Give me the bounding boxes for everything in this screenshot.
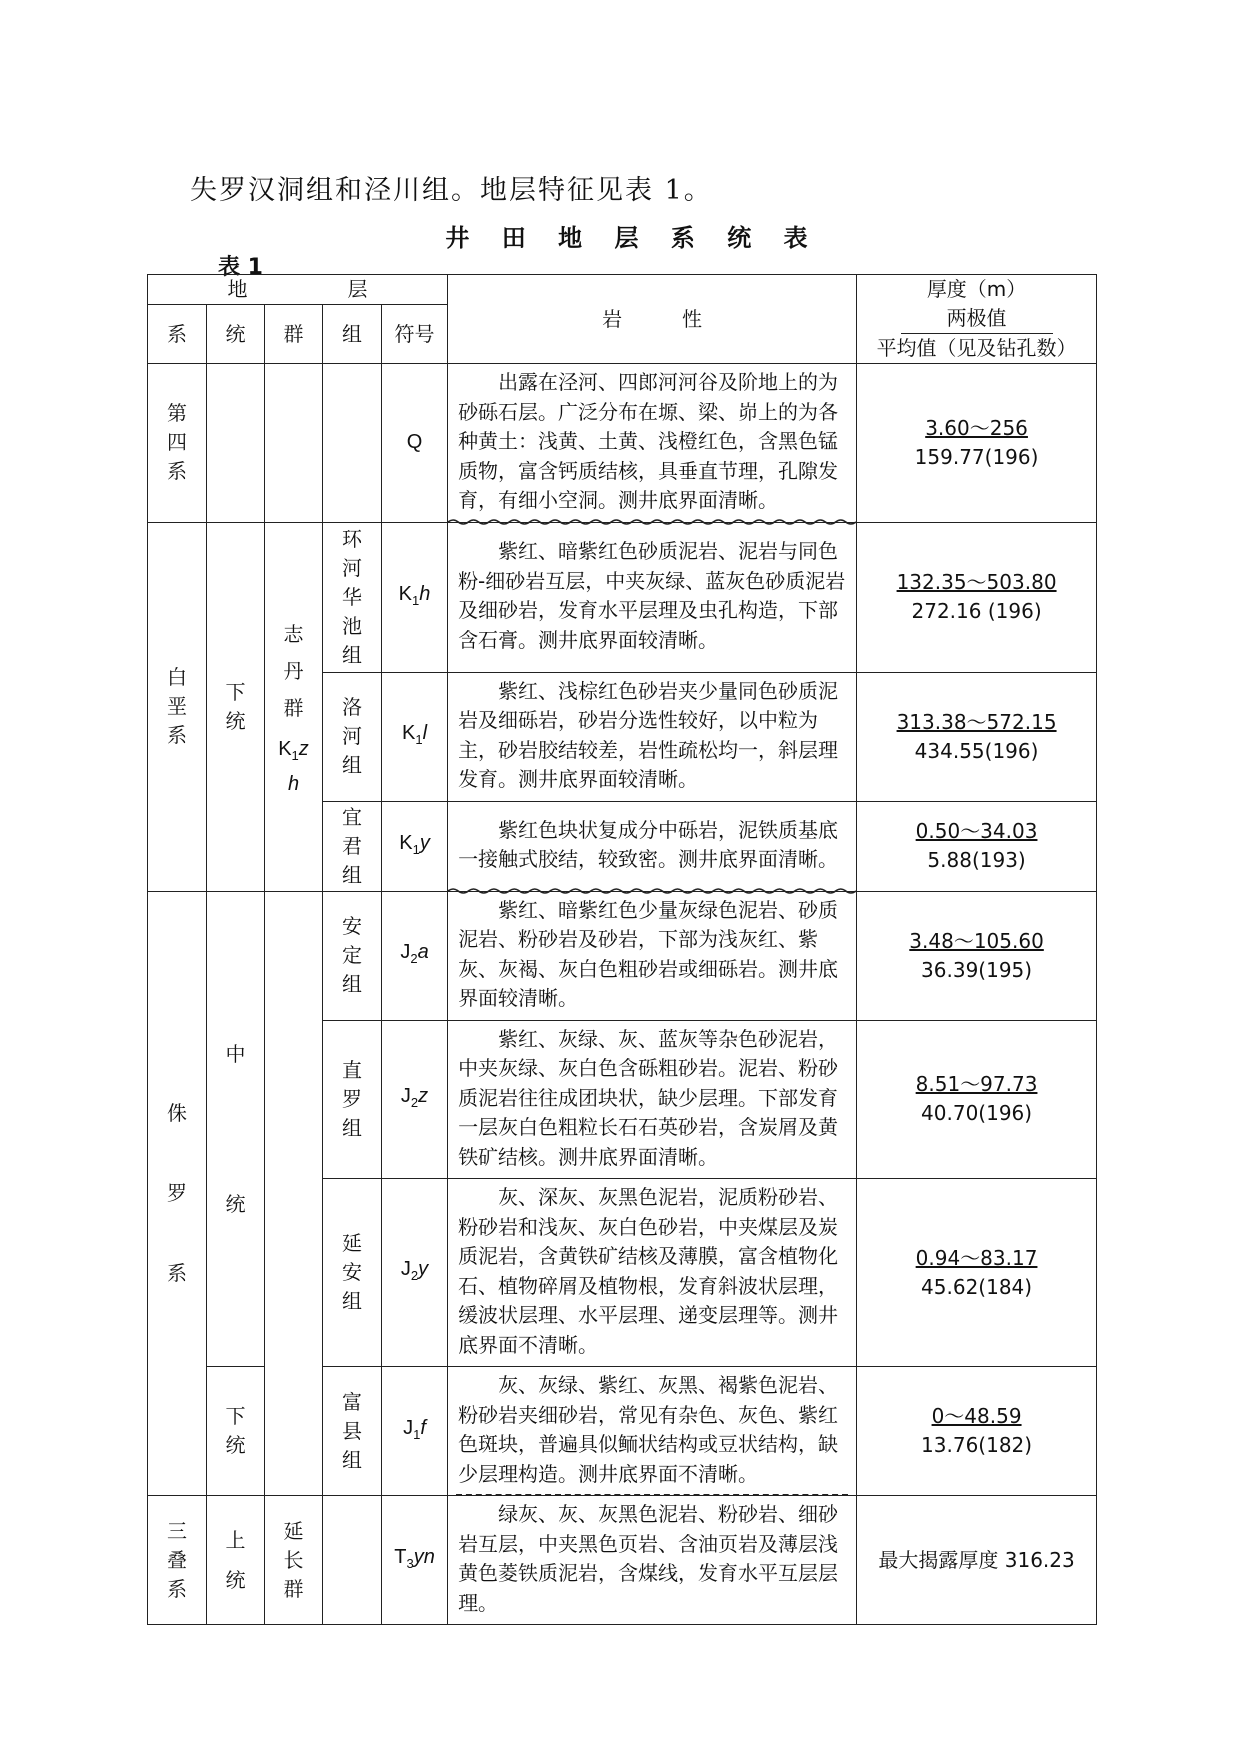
- group-zhidan-label: 志 丹 群: [283, 621, 304, 720]
- series-triassic: [207, 1496, 265, 1625]
- system-jurassic-label: 侏 罗 系: [167, 1101, 187, 1286]
- table-title: 井 田 地 层 系 统 表: [445, 224, 820, 252]
- thickness-avg-anding: 36.39(195): [921, 957, 1033, 982]
- thickness-luohe: [857, 672, 1097, 801]
- formation-triassic: [323, 1496, 382, 1625]
- lithology-zhiluo: [448, 1020, 857, 1179]
- formation-huanhe-label: 环 河 华 池 组: [342, 526, 362, 667]
- thickness-range-yijun: 0.50～34.03: [915, 819, 1038, 843]
- header-strata: 地 层: [148, 275, 448, 305]
- header-lithology: 岩 性: [448, 275, 857, 364]
- lithology-yijun: [448, 801, 857, 891]
- thickness-avg-luohe: 434.55(196): [914, 738, 1039, 763]
- header-system: 系: [148, 305, 207, 364]
- series-triassic-label: 上 统: [225, 1528, 246, 1592]
- series-jurassic-middle-label: 中 统: [225, 1041, 246, 1216]
- thickness-avg-yanan: 45.62(184): [921, 1274, 1033, 1299]
- thickness-anding: [857, 891, 1097, 1020]
- header-formation: 组: [323, 305, 382, 364]
- system-triassic-label: 三 叠 系: [167, 1518, 187, 1601]
- thickness-avg-yijun: 5.88(193): [927, 848, 1026, 872]
- header-thickness: [857, 275, 1097, 364]
- series-jurassic-lower: [207, 1367, 265, 1496]
- lithology-quaternary-text: 出露在泾河、四郎河河谷及阶地上的为砂砾石层。广泛分布在塬、梁、峁上的为各种黄土：浅黄、土黄、浅橙红色，含黑色锰质物，富含钙质结核，具垂直节理，孔隙发育，有细小空洞。测井底界面清晰。: [458, 370, 839, 512]
- lithology-yanan-text: 灰、深灰、灰黑色泥岩，泥质粉砂岩、粉砂岩和浅灰、灰白色砂岩，中夹煤层及炭质泥岩，含黄铁矿结核及薄膜，富含植物化石、植物碎屑及植物根，发育斜波状层理，缓波状层理、水平层理、递变层理等。测井底界面不清晰。: [458, 1185, 839, 1357]
- formation-zhiluo-label: 直 罗 组: [342, 1057, 362, 1140]
- system-quaternary-label: 第 四 系: [167, 401, 187, 484]
- formation-zhiluo: [323, 1020, 382, 1179]
- formation-luohe: [323, 672, 382, 801]
- formation-yijun-label: 宜 君 组: [342, 804, 362, 887]
- lithology-yanan: [448, 1179, 857, 1367]
- system-cretaceous-label: 白 垩 系: [167, 665, 187, 747]
- formation-anding-label: 安 定 组: [342, 914, 362, 996]
- group-jurassic: [265, 891, 323, 1496]
- system-cretaceous: [148, 522, 207, 891]
- thickness-avg-zhiluo: 40.70(196): [921, 1101, 1033, 1126]
- lithology-quaternary: [448, 364, 857, 523]
- symbol-zhiluo: $J_2z$: [382, 1020, 448, 1179]
- formation-yijun: [323, 801, 382, 891]
- formation-fuxian-label: 富 县 组: [342, 1389, 362, 1472]
- thickness-avg-huanhe: 272.16 (196): [911, 599, 1042, 623]
- symbol-yanan: $J_2y$: [382, 1179, 448, 1367]
- system-quaternary: [148, 364, 207, 523]
- lithology-fuxian-text: 灰、灰绿、紫红、灰黑、褐紫色泥岩、粉砂岩夹细砂岩，常见有杂色、灰色、紫红色斑块，普遍具似鲕状结构或豆状结构，缺少层理构造。测井底界面不清晰。: [458, 1373, 839, 1486]
- header-thickness-line3: 平均值（见及钻孔数）: [876, 336, 1077, 360]
- series-cretaceous-label: 下 统: [225, 679, 246, 733]
- lithology-luohe: 紫红、浅棕红色砂岩夹少量同色砂质泥岩及细砾岩，砂岩分选性较好，以中粒为主，砂岩胶结较差，岩性疏松均一，斜层理发育。测井底界面较清晰。: [448, 672, 857, 801]
- thickness-range-quaternary: 3.60～256: [925, 415, 1028, 440]
- formation-huanhe: [323, 522, 382, 672]
- symbol-quaternary: Q: [382, 364, 448, 523]
- lithology-triassic: 绿灰、灰、灰黑色泥岩、粉砂岩、细砂岩互层，中夹黑色页岩、含油页岩及薄层浅黄色菱铁质泥岩，含煤线，发育水平互层层理。: [448, 1496, 857, 1625]
- lithology-yijun-text: 紫红色块状复成分中砾岩，泥铁质基底一接触式胶结，较致密。测井底界面清晰。: [458, 817, 839, 871]
- formation-anding: [323, 891, 382, 1020]
- system-triassic: [148, 1496, 207, 1625]
- thickness-yijun: [857, 801, 1097, 891]
- group-zhidan-symbol: $K_1z$ h: [278, 737, 309, 795]
- lithology-fuxian: [448, 1367, 857, 1496]
- symbol-huanhe: $K_1h$: [382, 522, 448, 672]
- lithology-anding: 紫红、暗紫红色少量灰绿色泥岩、砂质泥岩、粉砂岩及砂岩，下部为浅灰红、紫灰、灰褐、灰白色粗砂岩或细砾岩。测井底界面较清晰。: [448, 891, 857, 1020]
- thickness-range-fuxian: 0～48.59: [931, 1404, 1022, 1428]
- lithology-huanhe: 紫红、暗紫红色砂质泥岩、泥岩与同色粉-细砂岩互层，中夹灰绿、蓝灰色砂质泥岩及细砂岩，发育水平层理及虫孔构造，下部含石膏。测井底界面较清晰。: [448, 522, 857, 672]
- thickness-yanan: [857, 1179, 1097, 1367]
- thickness-avg-quaternary: 159.77(196): [914, 444, 1039, 469]
- header-thickness-line2: 两极值: [901, 304, 1053, 334]
- strata-table: [147, 274, 1097, 1625]
- series-jurassic-middle: [207, 891, 265, 1367]
- series-cretaceous: [207, 522, 265, 891]
- group-yanchang-label: 延 长 群: [283, 1518, 304, 1601]
- thickness-quaternary: [857, 364, 1097, 523]
- intro-text: 失罗汉洞组和泾川组。地层特征见表 1。: [190, 175, 713, 206]
- series-jurassic-lower-label: 下 统: [225, 1404, 246, 1457]
- thickness-range-luohe: 313.38～572.15: [896, 709, 1057, 734]
- thickness-range-zhiluo: 8.51～97.73: [915, 1072, 1038, 1097]
- formation-luohe-label: 洛 河 组: [342, 695, 362, 777]
- symbol-yijun: $K_1y$: [382, 801, 448, 891]
- lithology-zhiluo-text: 紫红、灰绿、灰、蓝灰等杂色砂泥岩，中夹灰绿、灰白色含砾粗砂岩。泥岩、粉砂质泥岩往往成团块状，缺少层理。下部发育一层灰白色粗粒长石石英砂岩，含炭屑及黄铁矿结核。测井底界面清晰。: [458, 1026, 839, 1169]
- header-thickness-line1: 厚度（m）: [926, 277, 1027, 301]
- group-quaternary: [265, 364, 323, 523]
- table-label: 表 1: [218, 255, 263, 280]
- formation-quaternary: [323, 364, 382, 523]
- system-jurassic: [148, 891, 207, 1496]
- thickness-triassic: 最大揭露厚度 316.23: [857, 1496, 1097, 1625]
- formation-yanan-label: 延 安 组: [342, 1231, 362, 1313]
- header-series: 统: [207, 305, 265, 364]
- series-quaternary: [207, 364, 265, 523]
- thickness-range-anding: 3.48～105.60: [909, 928, 1044, 953]
- header-symbol: 符号: [382, 305, 448, 364]
- symbol-triassic: $T_3yn$: [382, 1496, 448, 1625]
- thickness-avg-fuxian: 13.76(182): [921, 1433, 1033, 1457]
- formation-fuxian: [323, 1367, 382, 1496]
- symbol-fuxian: $J_1f$: [382, 1367, 448, 1496]
- thickness-zhiluo: [857, 1020, 1097, 1179]
- group-zhidan: [265, 522, 323, 891]
- thickness-range-huanhe: 132.35～503.80: [896, 570, 1057, 594]
- thickness-huanhe: [857, 522, 1097, 672]
- header-group: 群: [265, 305, 323, 364]
- group-yanchang: [265, 1496, 323, 1625]
- symbol-anding: $J_2a$: [382, 891, 448, 1020]
- thickness-fuxian: [857, 1367, 1097, 1496]
- formation-yanan: [323, 1179, 382, 1367]
- symbol-luohe: $K_1l$: [382, 672, 448, 801]
- thickness-range-yanan: 0.94～83.17: [915, 1245, 1038, 1270]
